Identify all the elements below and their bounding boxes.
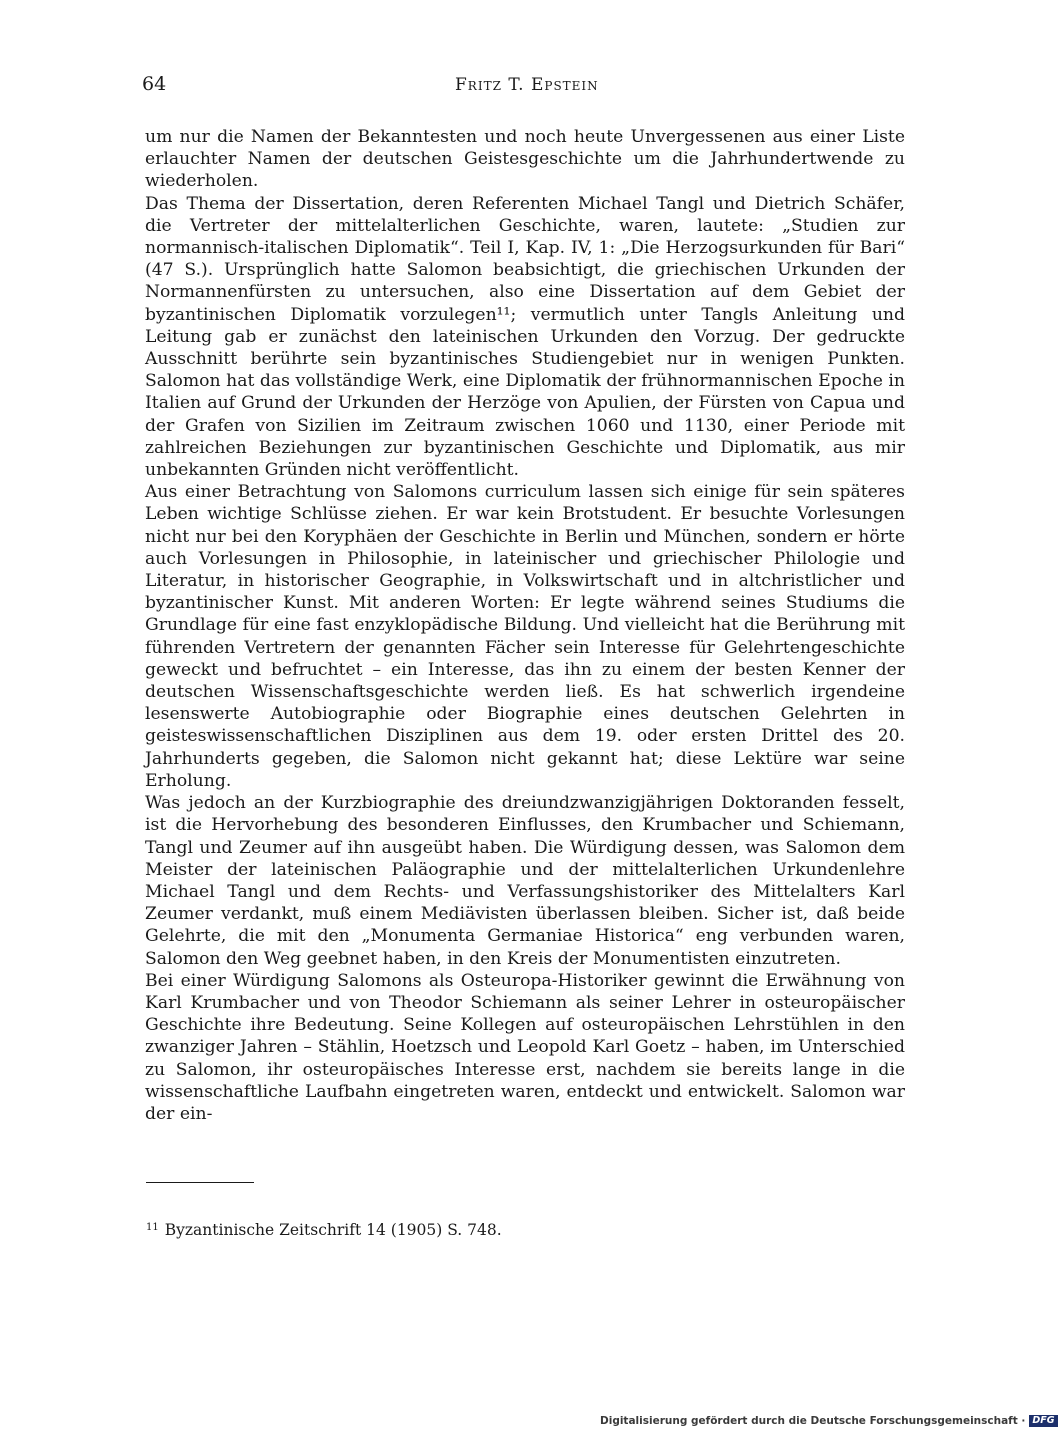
footnote-text: Byzantinische Zeitschrift 14 (1905) S. 748. — [164, 1221, 502, 1239]
digitization-notice — [600, 1414, 1058, 1428]
paragraph: um nur die Namen der Bekanntesten und noch heute Unvergessenen aus einer Liste erlauchter Namen der deutschen Geistesgeschichte um die Jahrhundertwende zu wiederholen. — [145, 127, 905, 192]
paragraph: Aus einer Betrachtung von Salomons curriculum lassen sich einige für sein späteres Leben wichtige Schlüsse ziehen. Er war kein Brotstudent. Er besuchte Vorlesungen nicht nur bei den Koryphäen der Geschichte in Berlin und München, sondern er hörte auch Vorlesungen in Philosophie, in lateinischer und griechischer Philologie und Literatur, in historischer Geographie, in Volkswirtschaft und in altchristlicher und byzantinischer Kunst. Mit anderen Worten: Er legte während seines Studiums die Grundlage für eine fast enzyklopädische Bildung. Und vielleicht hat die Berührung mit führenden Vertretern der genannten Fächer sein Interesse für Gelehrtengeschichte geweckt und befruchtet – ein Interesse, das ihn zu einem der besten Kenner der deutschen Wissenschaftsgeschichte werden ließ. Es hat schwerlich irgendeine lesenswerte Autobiographie oder Biographie eines deutschen Gelehrten in geisteswissenschaftlichen Disziplinen aus dem 19. oder ersten Drittel des 20. Jahrhunderts gegeben, die Salomon nicht gekannt hat; diese Lektüre war seine Erholung. — [145, 482, 905, 791]
footnote — [146, 1218, 502, 1240]
digitization-notice-text: Digitalisierung gefördert durch die Deutsche Forschungsgemeinschaft · — [600, 1415, 1026, 1427]
paragraph: Bei einer Würdigung Salomons als Osteuropa-Historiker gewinnt die Erwähnung von Karl Krumbacher und von Theodor Schiemann als seiner Lehrer in osteuropäischer Geschichte ihre Bedeutung. Seine Kollegen auf osteuropäischen Lehrstühlen in den zwanziger Jahren – Stählin, Hoetzsch und Leopold Karl Goetz – haben, im Unterschied zu Salomon, ihr osteuropäisches Interesse erst, nachdem sie bereits lange in die wissenschaftliche Laufbahn eingetreten waren, entdeckt und entwickelt. Salomon war der ein- — [145, 970, 905, 1124]
paragraph: Das Thema der Dissertation, deren Referenten Michael Tangl und Dietrich Schäfer, die Vertreter der mittelalterlichen Geschichte, waren, lautete: „Studien zur normannisch-italischen Diplomatik“. Teil I, Kap. IV, 1: „Die Herzogsurkunden für Bari“ (47 S.). Ursprünglich hatte Salomon beabsichtigt, die griechischen Urkunden der Normannenfürsten zu untersuchen, also eine Dissertation auf dem Gebiet der byzantinischen Diplomatik vorzulegen¹¹; vermutlich unter Tangls Anleitung und Leitung gab er zunächst den lateinischen Urkunden den Vorzug. Der gedruckte Ausschnitt berührte sein byzantinisches Studiengebiet nur in wenigen Punkten. Salomon hat das vollständige Werk, eine Diplomatik der frühnormannischen Epoche in Italien auf Grund der Urkunden der Herzöge von Apulien, der Fürsten von Capua und der Grafen von Sizilien im Zeitraum zwischen 1060 und 1130, einer Periode mit zahlreichen Beziehungen zur byzantinischen Geschichte und Diplomatik, aus mir unbekannten Gründen nicht veröffentlicht. — [145, 193, 905, 481]
body-text — [145, 126, 905, 1125]
paragraph: Was jedoch an der Kurzbiographie des dreiundzwanzigjährigen Doktoranden fesselt, ist die Hervorhebung des besonderen Einflusses, den Krumbacher und Schiemann, Tangl und Zeumer auf ihn ausgeübt haben. Die Würdigung dessen, was Salomon dem Meister der lateinischen Paläographie und der mittelalterlichen Urkundenlehre Michael Tangl und dem Rechts- und Verfassungshistoriker des Mittelalters Karl Zeumer verdankt, muß einem Mediävisten überlassen bleiben. Sicher ist, daß beide Gelehrte, die mit den „Monumenta Germaniae Historica“ eng verbunden waren, Salomon den Weg geebnet haben, in den Kreis der Monumentisten einzutreten. — [145, 793, 905, 969]
page-number: 64 — [142, 73, 167, 95]
footnote-number: 11 — [146, 1222, 159, 1233]
running-head: Fritz T. Epstein — [455, 75, 599, 95]
footnote-rule — [146, 1182, 254, 1183]
dfg-logo: DFG — [1029, 1415, 1057, 1427]
